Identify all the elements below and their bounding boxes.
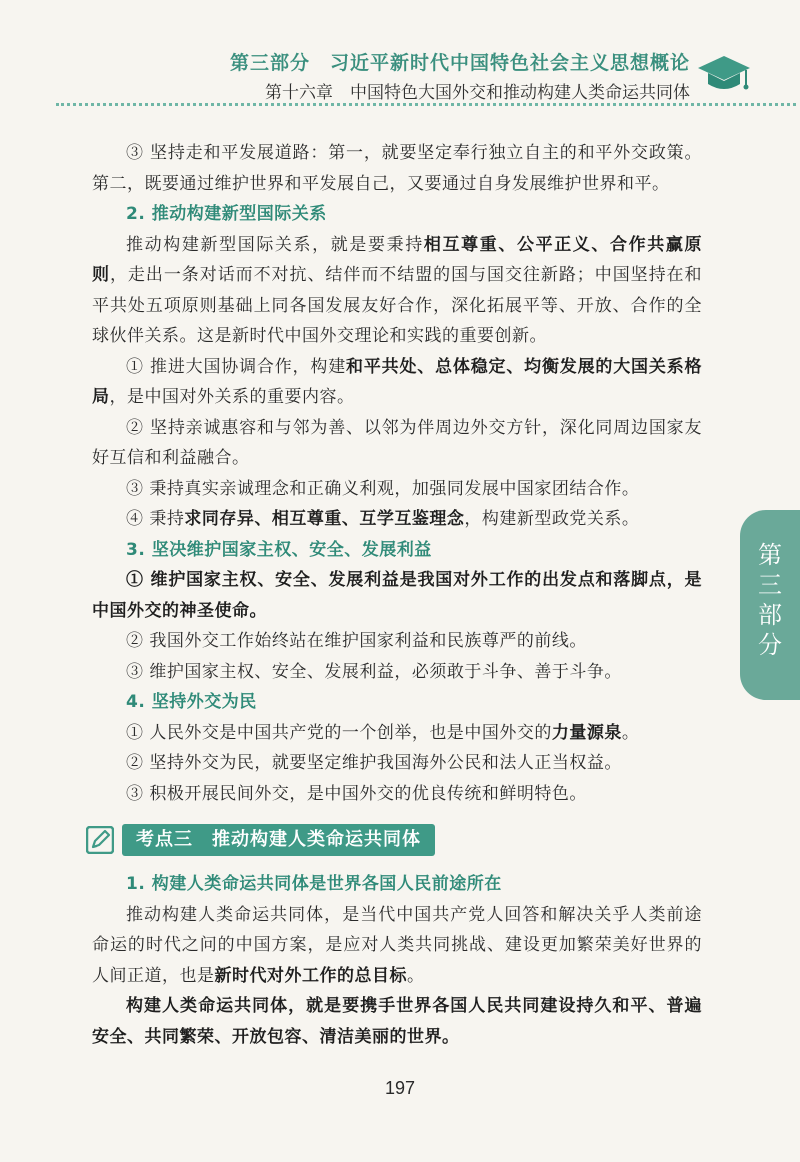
paragraph: ② 坚持亲诚惠容和与邻为善、以邻为伴周边外交方针，深化同周边国家友好互信和利益融合。 (92, 417, 702, 468)
paragraph: ③ 坚持走和平发展道路：第一，就要坚定奉行独立自主的和平外交政策。第二，既要通过维护世界和平发展自己，又要通过自身发展维护世界和平。 (92, 143, 702, 194)
paragraph (92, 352, 702, 413)
text-run: ，走出一条对话而不对抗、结伴而不结盟的国与国交往新路；中国坚持在和平共处五项原则基础上同各国发展友好合作，深化拓展平等、开放、合作的全球伙伴关系。这是新时代中国外交理论和实践的重要创新。 (92, 265, 703, 346)
text-run: 。 (621, 722, 640, 743)
exam-point-banner (86, 823, 702, 857)
paragraph (92, 504, 702, 535)
key-phrase: 和平共处、总体稳定、均衡发展的大国关系格局 (92, 356, 703, 407)
header-divider (56, 103, 796, 106)
paragraph: ② 坚持外交为民，就要坚定维护我国海外公民和法人正当权益。 (126, 753, 622, 773)
chapter-title: 第十六章 中国特色大国外交和推动构建人类命运共同体 (265, 83, 690, 103)
paragraph: ③ 积极开展民间外交，是中国外交的优良传统和鲜明特色。 (126, 783, 587, 804)
key-phrase: 相互尊重、公平正义、合作共赢原则 (92, 234, 703, 285)
paragraph: ③ 维护国家主权、安全、发展利益，必须敢于斗争、善于斗争。 (126, 661, 622, 682)
text-run: ① 推进大国协调合作，构建 (126, 356, 347, 377)
paragraph (92, 230, 702, 352)
paragraph (92, 900, 702, 992)
text-run: 推动构建人类命运共同体，是当代中国共产党人回答和解决关乎人类前途命运的时代之问的中国方案，是应对人类共同挑战、建设更加繁荣美好世界的人间正道，也是 (92, 904, 702, 986)
text-run: ，是中国对外关系的重要内容。 (109, 387, 355, 407)
paragraph (92, 565, 702, 626)
exam-point-title: 考点三 推动构建人类命运共同体 (122, 824, 435, 856)
section-heading: 2. 推动构建新型国际关系 (126, 204, 327, 224)
section-side-tab (740, 510, 800, 700)
paragraph: ② 我国外交工作始终站在维护国家利益和民族尊严的前线。 (126, 631, 587, 651)
section-heading: 4. 坚持外交为民 (126, 692, 257, 712)
paragraph: ③ 秉持真实亲诚理念和正确义利观，加强同发展中国家团结合作。 (126, 478, 640, 499)
page-body (92, 138, 702, 1052)
text-run: ，构建新型政党关系。 (464, 509, 640, 529)
page-number: 197 (384, 1078, 416, 1098)
text-run: ④ 秉持 (126, 509, 185, 529)
paragraph (92, 718, 702, 749)
section-heading: 1. 构建人类命运共同体是世界各国人民前途所在 (126, 874, 502, 894)
pencil-icon (86, 826, 114, 854)
side-tab-label: 第三部分 (758, 541, 782, 659)
text-run: 推动构建新型国际关系，就是要秉持 (126, 234, 424, 255)
key-phrase: 构建人类命运共同体，就是要携手世界各国人民共同建设持久和平、普遍安全、共同繁荣、开放包容、清洁美丽的世界。 (92, 996, 702, 1047)
key-phrase: 力量源泉 (551, 722, 622, 743)
section-heading: 3. 坚决维护国家主权、安全、发展利益 (126, 539, 432, 560)
key-phrase: 新时代对外工作的总目标 (214, 965, 407, 986)
key-phrase: 求同存异、相互尊重、互学互鉴理念 (184, 509, 465, 529)
paragraph (92, 991, 702, 1052)
key-phrase: ① 维护国家主权、安全、发展利益是我国对外工作的出发点和落脚点，是中国外交的神圣使命。 (92, 570, 702, 621)
graduation-cap-icon (696, 54, 752, 94)
part-title: 第三部分 习近平新时代中国特色社会主义思想概论 (229, 52, 690, 74)
text-run: ① 人民外交是中国共产党的一个创举，也是中国外交的 (126, 722, 552, 743)
page-header (0, 0, 800, 110)
text-run: 。 (407, 965, 425, 986)
